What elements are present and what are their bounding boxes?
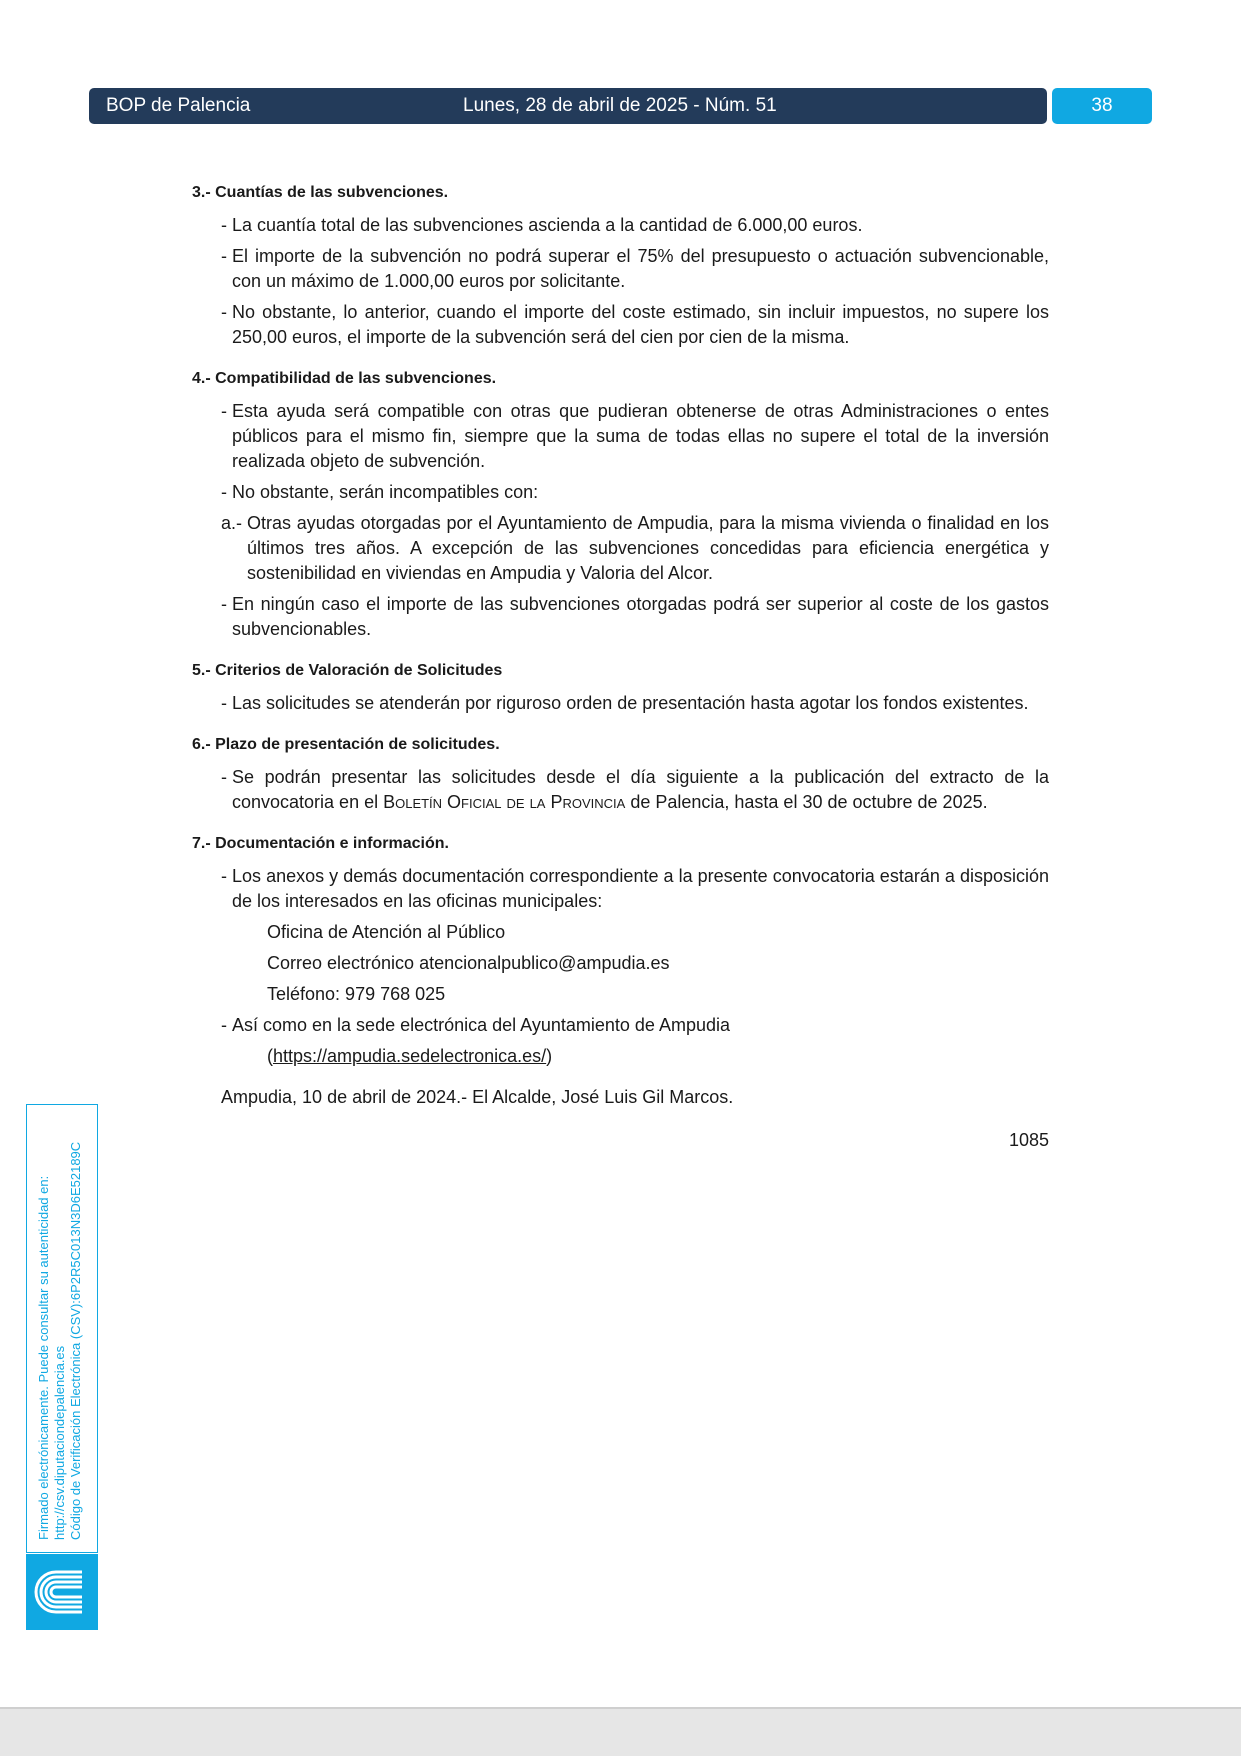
bullet-marker: - (221, 767, 227, 787)
list-item (192, 244, 1049, 294)
section-title: 7.- Documentación e información. (192, 835, 449, 852)
bullet-marker: - (221, 594, 227, 614)
list-item (192, 480, 1049, 505)
list-item (192, 691, 1049, 716)
list-item-text: En ningún caso el importe de las subvenciones otorgadas podrá ser superior al coste de los gastos subvencionables. (232, 594, 1049, 639)
list-item-text: Otras ayudas otorgadas por el Ayuntamiento de Ampudia, para la misma vivienda o finalidad en los últimos tres años. A excepción de las subvenciones concedidas para eficiencia energética y sostenibilidad en viviendas en Ampudia y Valoria del Alcor. (247, 513, 1049, 583)
list-item-text: No obstante, lo anterior, cuando el importe del coste estimado, sin incluir impuestos, no supere los 250,00 euros, el importe de la subvención será del cien por cien de la misma. (232, 302, 1049, 347)
page-number-badge: 38 (1052, 88, 1152, 124)
list-item-text-end: de Palencia, hasta el 30 de octubre de 2025. (625, 792, 988, 812)
bullet-marker: - (221, 866, 227, 886)
section-compatibilidad (192, 366, 1049, 642)
verification-line: Firmado electrónicamente. Puede consultar su autenticidad en: (36, 1175, 51, 1540)
footer-band (0, 1707, 1241, 1756)
sede-url-line (192, 1044, 1049, 1069)
section-title: 4.- Compatibilidad de las subvenciones. (192, 370, 497, 387)
header-bar (89, 88, 1047, 124)
bullet-marker: - (221, 246, 227, 266)
section-title: 5.- Criterios de Valoración de Solicitudes (192, 662, 503, 679)
list-item (192, 300, 1049, 350)
section-cuantias (192, 180, 1049, 350)
bullet-marker: - (221, 215, 227, 235)
boletin-name: Boletín Oficial de la Provincia (383, 792, 626, 812)
contact-email: Correo electrónico atencionalpublico@ampudia.es (267, 953, 670, 973)
sede-electronica-link[interactable]: https://ampudia.sedelectronica.es/ (273, 1046, 547, 1066)
section-plazo (192, 732, 1049, 815)
list-item-text: No obstante, serán incompatibles con: (232, 482, 539, 502)
section-title: 3.- Cuantías de las subvenciones. (192, 184, 449, 201)
paren-close: ) (546, 1046, 553, 1066)
verification-text (36, 1110, 84, 1540)
paren-open: ( (267, 1046, 273, 1066)
list-item (192, 213, 1049, 238)
list-item-text: Así como en la sede electrónica del Ayuntamiento de Ampudia (232, 1015, 730, 1035)
list-item (192, 1013, 1049, 1038)
bullet-marker: - (221, 482, 227, 502)
list-item (192, 765, 1049, 815)
list-item-text: La cuantía total de las subvenciones ascienda a la cantidad de 6.000,00 euros. (232, 215, 863, 235)
verification-url: http://csv.diputaciondepalencia.es (52, 1345, 67, 1540)
list-item-text-start: Se podrán presentar las solicitudes desde el día siguiente a la publicación del extracto de la convocatoria en el (232, 767, 1049, 812)
list-item-text: El importe de la subvención no podrá superar el 75% del presupuesto o actuación subvencionable, con un máximo de 1.000,00 euros por solicitante. (232, 246, 1049, 291)
reference-number: 1085 (1008, 1130, 1049, 1150)
section-documentacion (192, 831, 1049, 1069)
section-criterios (192, 658, 1049, 716)
list-item (192, 864, 1049, 914)
list-item-text: Esta ayuda será compatible con otras que pudieran obtenerse de otras Administraciones o entes públicos para el mismo fin, siempre que la suma de todas ellas no supere el total de la inversión realizada objeto de subvención. (232, 401, 1049, 471)
bullet-marker: - (221, 1015, 227, 1035)
list-item (192, 399, 1049, 474)
contact-phone: Teléfono: 979 768 025 (267, 984, 446, 1004)
diputacion-logo-icon (26, 1554, 98, 1630)
bullet-marker: - (221, 693, 227, 713)
alpha-marker: a.- (221, 513, 243, 533)
bullet-marker: - (221, 302, 227, 322)
contact-office: Oficina de Atención al Público (267, 922, 506, 942)
signature-line: Ampudia, 10 de abril de 2024.- El Alcalde, José Luis Gil Marcos. (221, 1087, 734, 1107)
list-item-text: Los anexos y demás documentación correspondiente a la presente convocatoria estarán a disposición de los interesados en las oficinas municipales: (232, 866, 1049, 911)
list-item (192, 592, 1049, 642)
verification-code: Código de Verificación Electrónica (CSV):6P2R5C013N3D6E52189C (68, 1141, 83, 1540)
list-item-alpha (192, 511, 1049, 586)
bullet-marker: - (221, 401, 227, 421)
issue-date: Lunes, 28 de abril de 2025 - Núm. 51 (463, 95, 777, 116)
document-body (192, 180, 1049, 1171)
section-title: 6.- Plazo de presentación de solicitudes. (192, 736, 500, 753)
publication-name: BOP de Palencia (106, 95, 251, 116)
list-item-text: Las solicitudes se atenderán por riguroso orden de presentación hasta agotar los fondos existentes. (232, 693, 1029, 713)
